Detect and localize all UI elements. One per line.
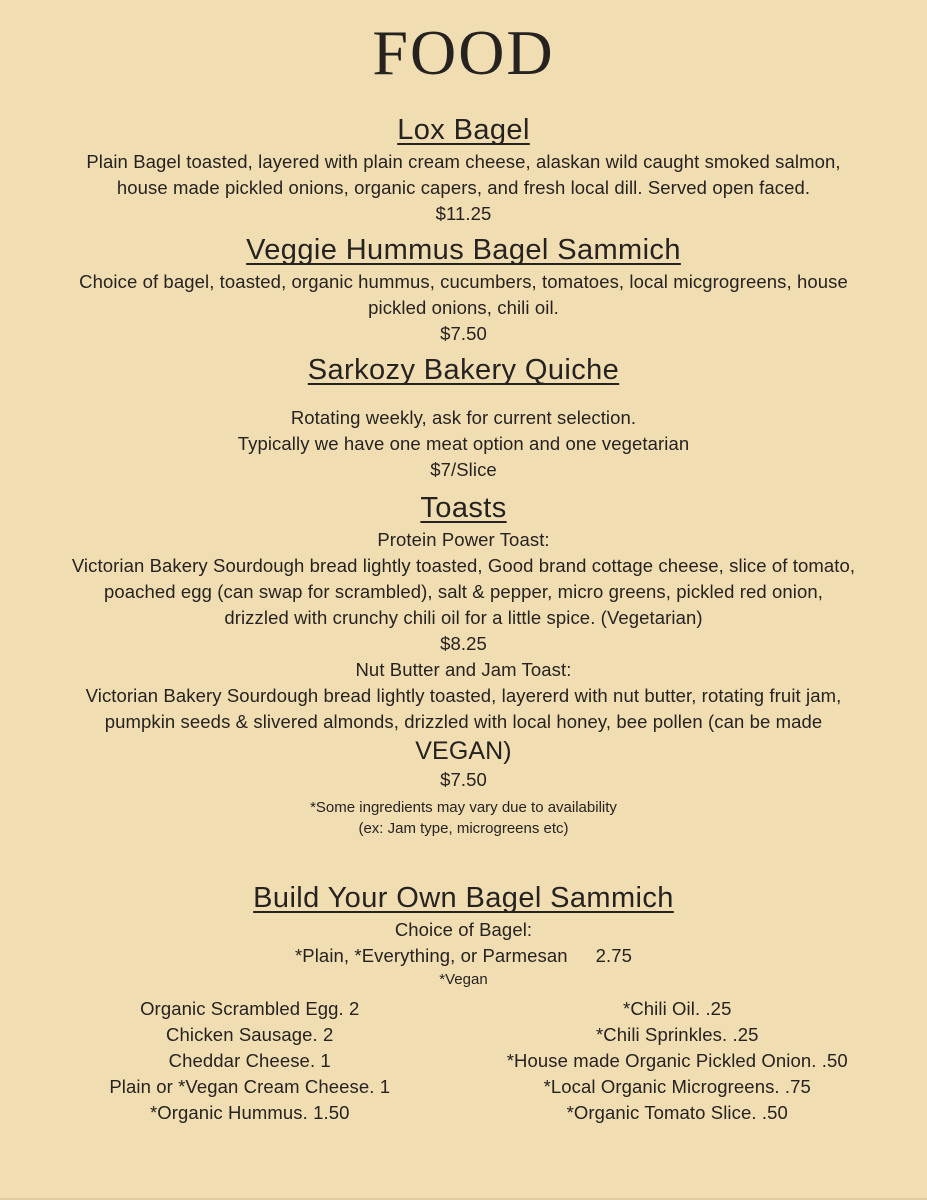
addon-item: *Chili Oil. .25 [623, 997, 732, 1019]
addon-item: *House made Organic Pickled Onion. .50 [506, 1049, 848, 1071]
heading-row [0, 351, 927, 389]
description-line: Plain Bagel toasted, layered with plain cream cheese, alaskan wild caught smoked salmon, [86, 150, 841, 172]
toast-item-nut-butter-jam [0, 657, 927, 793]
section-toasts [0, 489, 927, 839]
addon-item: Plain or *Vegan Cream Cheese. 1 [109, 1075, 391, 1097]
addon-item: *Organic Hummus. 1.50 [149, 1101, 350, 1123]
description-line: pumpkin seeds & slivered almonds, drizzled with local honey, bee pollen (can be made [104, 710, 823, 732]
price-protein-power-toast: $8.25 [440, 632, 487, 654]
addon-column-right [464, 996, 892, 1126]
bagel-options-line [0, 943, 927, 969]
price-sarkozy-quiche: $7/Slice [430, 458, 497, 480]
section-build-your-own [0, 879, 927, 1126]
section-heading-sarkozy-quiche: Sarkozy Bakery Quiche [307, 353, 620, 386]
addon-item: Chicken Sausage. 2 [166, 1023, 334, 1045]
footnote: *Some ingredients may vary due to availability [310, 798, 617, 816]
bagel-options: *Plain, *Everything, or Parmesan [294, 944, 568, 966]
addon-item: Organic Scrambled Egg. 2 [140, 997, 360, 1019]
description-line: Victorian Bakery Sourdough bread lightly toasted, Good brand cottage cheese, slice of tomato, [71, 554, 856, 576]
description-line: Rotating weekly, ask for current selection. [290, 406, 637, 428]
addon-columns [0, 996, 927, 1126]
choice-of-bagel-label: Choice of Bagel: [394, 918, 533, 940]
price-veggie-hummus: $7.50 [440, 322, 487, 344]
addon-item: Cheddar Cheese. 1 [168, 1049, 331, 1071]
section-lox-bagel [0, 111, 927, 227]
description-line: Victorian Bakery Sourdough bread lightly toasted, layererd with nut butter, rotating fruit jam, [85, 684, 842, 706]
vegan-note: *Vegan [439, 970, 488, 988]
heading-row [0, 879, 927, 917]
section-veggie-hummus [0, 231, 927, 347]
heading-row [0, 111, 927, 149]
section-heading-build-your-own: Build Your Own Bagel Sammich [253, 881, 674, 914]
vegan-line: VEGAN) [415, 736, 512, 765]
section-heading-lox-bagel: Lox Bagel [397, 113, 530, 146]
description-line: pickled onions, chili oil. [368, 296, 559, 318]
description-line: Choice of bagel, toasted, organic hummus, cucumbers, tomatoes, local micgrogreens, house [79, 270, 848, 292]
description-line: poached egg (can swap for scrambled), salt & pepper, micro greens, pickled red onion, [103, 580, 824, 602]
addon-item: *Organic Tomato Slice. .50 [566, 1101, 788, 1123]
addon-column-left [36, 996, 464, 1126]
item-name: Protein Power Toast: [377, 528, 550, 550]
section-sarkozy-quiche [0, 351, 927, 483]
menu-title: FOOD [372, 17, 555, 88]
description-line: Typically we have one meat option and one vegetarian [237, 432, 690, 454]
item-name: Nut Butter and Jam Toast: [355, 658, 572, 680]
heading-row [0, 489, 927, 527]
footnote: (ex: Jam type, microgreens etc) [358, 819, 569, 837]
heading-row [0, 231, 927, 269]
bagel-price: 2.75 [595, 944, 633, 966]
price-lox-bagel: $11.25 [435, 202, 492, 224]
section-heading-toasts: Toasts [420, 491, 507, 524]
addon-item: *Local Organic Microgreens. .75 [543, 1075, 811, 1097]
toast-item-protein-power [0, 527, 927, 657]
price-nut-butter-jam-toast: $7.50 [440, 768, 487, 790]
addon-item: *Chili Sprinkles. .25 [595, 1023, 759, 1045]
description-line: drizzled with crunchy chili oil for a little spice. (Vegetarian) [224, 606, 703, 628]
section-heading-veggie-hummus: Veggie Hummus Bagel Sammich [246, 233, 681, 266]
description-line: house made pickled onions, organic capers, and fresh local dill. Served open faced. [116, 176, 811, 198]
